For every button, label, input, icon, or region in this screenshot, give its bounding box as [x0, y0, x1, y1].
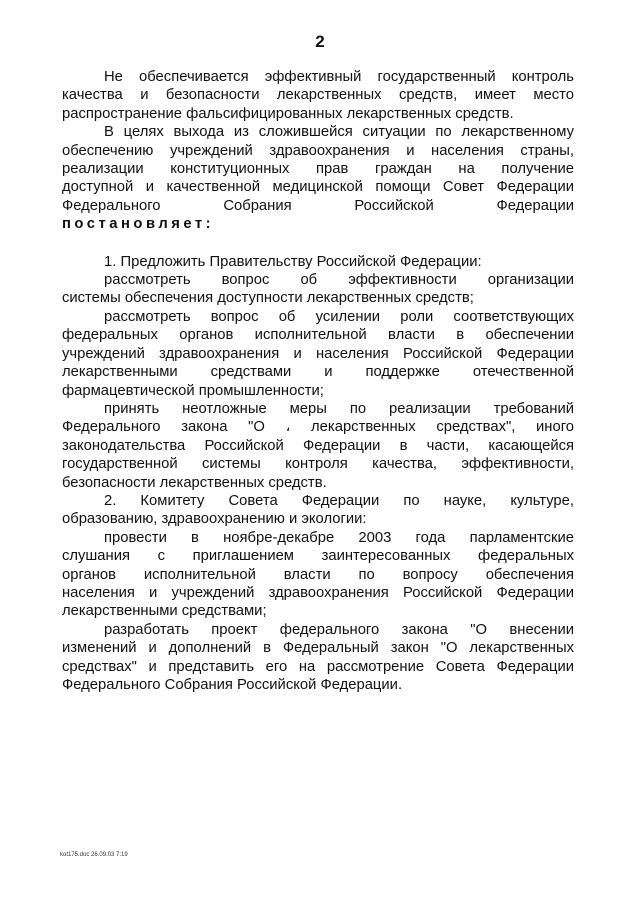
paragraph-preamble: [62, 123, 574, 233]
text-line: распространение фальсифицированных лекарственных средств.: [62, 105, 514, 122]
item-1: [62, 253, 574, 492]
text-line: Федерального Собрания Российской Федерации.: [62, 677, 403, 693]
item-1-heading: 1. Предложить Правительству Российской Федерации:: [104, 253, 482, 270]
spacer: [62, 234, 574, 253]
text-line: федеральных органов исполнительной власти в обеспечении: [62, 327, 574, 344]
item-2: [62, 492, 574, 694]
text-line: Федерального Собрания Российской Федерации: [62, 197, 574, 214]
text-line: обеспечению учреждений здравоохранения и населения страны,: [62, 142, 574, 159]
text-line: лекарственными средствами;: [62, 603, 267, 620]
text-line: реализации конституционных прав граждан на получение: [62, 161, 574, 178]
file-footer: kot175.doc 26.09.03 7:19: [60, 852, 128, 858]
page-number: 2: [315, 32, 325, 51]
text-line: органов исполнительной власти по вопросу обеспечения: [62, 566, 574, 583]
item-2-heading: 2. Комитету Совета Федерации по науке, культуре,: [104, 492, 574, 509]
resolves-keyword: постановляет:: [62, 216, 215, 233]
text-line: провести в ноябре-декабре 2003 года парламентские: [104, 529, 574, 546]
text-line: Не обеспечивается эффективный государственный контроль: [104, 69, 574, 85]
text-line: фармацевтической промышленности;: [62, 382, 324, 399]
text-line: доступной и качественной медицинской помощи Совет Федерации: [62, 179, 574, 196]
text-line: качества и безопасности лекарственных средств, имеет место: [62, 87, 574, 104]
text-line: слушания с приглашением заинтересованных федеральных: [62, 548, 574, 565]
text-line: учреждений здравоохранения и населения Российской Федерации: [62, 345, 574, 362]
text-line: рассмотреть вопрос об эффективности организации: [104, 272, 574, 289]
text-line: населения и учреждений здравоохранения Российской Федерации: [62, 584, 574, 601]
text-line: средствах" и представить его на рассмотрение Совета Федерации: [62, 658, 574, 675]
text-line: лекарственными средствами и поддержке отечественной: [62, 364, 574, 381]
text-line: изменений и дополнений в Федеральный закон "О лекарственных: [62, 640, 574, 657]
text-line: В целях выхода из сложившейся ситуации по лекарственному: [104, 124, 574, 141]
text-line: принять неотложные меры по реализации требований: [104, 400, 574, 417]
text-line: государственной системы контроля качества, эффективности,: [62, 456, 574, 473]
text-line: Федерального закона "О ، лекарственных средствах", иного: [62, 419, 574, 436]
paragraph-control-issue: [62, 68, 574, 123]
text-line: рассмотреть вопрос об усилении роли соответствующих: [104, 308, 574, 325]
document-body: [62, 68, 574, 694]
text-line: разработать проект федерального закона "О внесении: [104, 621, 574, 638]
text-line: системы обеспечения доступности лекарственных средств;: [62, 290, 474, 307]
text-line: законодательства Российской Федерации в части, касающейся: [62, 437, 574, 454]
text-line: безопасности лекарственных средств.: [62, 474, 327, 491]
item-2-heading: образованию, здравоохранению и экологии:: [62, 511, 367, 528]
